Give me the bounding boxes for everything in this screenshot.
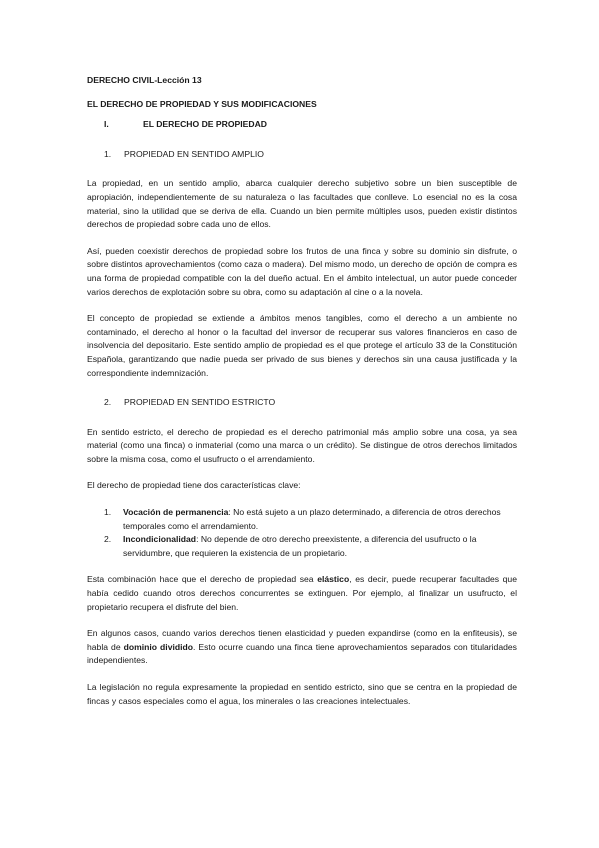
section-number: I.: [104, 119, 109, 130]
list-text: : No está sujeto a un plazo determinado, a diferencia de otros derechos temporales como el arrendamiento.: [123, 507, 501, 531]
subsection-number: 2.: [104, 397, 112, 408]
paragraph-text: En algunos casos, cuando varios derechos tienen elasticidad y pueden expandirse (como en la enfiteusis), se habla de: [87, 628, 517, 652]
subsection-heading-1: [87, 148, 517, 162]
paragraph-1: La propiedad, en un sentido amplio, abarca cualquier derecho subjetivo sobre un bien susceptible de apropiación, independientemente de su naturaleza o las facultades que conlleve. Lo esencial no es la cosa material, sino la utilidad que se deriva de ella. Cuando un bien permite múltiples usos, pueden existir distintos derechos de propiedad sobre cada uno de ellos.: [87, 178, 517, 230]
list-item: [87, 506, 517, 533]
paragraph-6: [87, 573, 517, 614]
paragraph-2: Así, pueden coexistir derechos de propiedad sobre los frutos de una finca y sobre su dominio sin disfrute, o sobre distintos aprovechamientos (como caza o madera). Del mismo modo, un derecho de opción de compra es una forma de propiedad compatible con la del dueño actual. En el ámbito intelectual, un autor puede conceder varios derechos de explotación sobre su obra, como su adaptación al cine o a la novela.: [87, 245, 517, 297]
paragraph-text: . Esto ocurre cuando una finca tiene aprovechamientos separados con titularidades independientes.: [87, 641, 517, 666]
paragraph-5: El derecho de propiedad tiene dos características clave:: [87, 480, 301, 491]
list-item: [87, 533, 517, 560]
subsection-number: 1.: [104, 148, 112, 159]
paragraph-8: La legislación no regula expresamente la propiedad en sentido estricto, sino que se centra en la propiedad de fincas y casos especiales como el agua, los minerales o las creaciones intelectuales.: [87, 682, 517, 706]
list-term: Vocación de permanencia: [123, 507, 229, 518]
document-page: [87, 74, 517, 708]
lesson-heading: EL DERECHO DE PROPIEDAD Y SUS MODIFICACIONES: [87, 98, 317, 109]
list-number: 1.: [104, 507, 112, 518]
paragraph-text: Esta combinación hace que el derecho de propiedad sea: [87, 574, 318, 585]
section-label: EL DERECHO DE PROPIEDAD: [143, 119, 267, 130]
characteristics-list: [87, 506, 517, 560]
subsection-label: PROPIEDAD EN SENTIDO AMPLIO: [124, 148, 264, 159]
subsection-label: PROPIEDAD EN SENTIDO ESTRICTO: [124, 397, 276, 408]
emphasis-term: dominio dividido: [123, 641, 193, 652]
list-term: Incondicionalidad: [123, 534, 197, 545]
paragraph-3: El concepto de propiedad se extiende a ámbitos menos tangibles, como el derecho a un ambiente no contaminado, el derecho al honor o la facultad del inversor de recuperar sus valores financieros en caso de insolvencia del depositario. Este sentido amplio de propiedad es el que protege el artículo 33 de la Constitución Española, garantizando que nadie pueda ser privado de sus bienes y derechos sin una causa justificada y la correspondiente indemnización.: [87, 313, 517, 378]
emphasis-term: elástico: [317, 574, 350, 585]
list-text: : No depende de otro derecho preexistente, a diferencia del usufructo o la servidumbre, que requieren la existencia de un propietario.: [123, 534, 477, 558]
paragraph-4: En sentido estricto, el derecho de propiedad es el derecho patrimonial más amplio sobre una cosa, ya sea material (como una finca) o inmaterial (como una marca o un crédito). Se distingue de otros derechos limitados sobre la misma cosa, como el usufructo o el arrendamiento.: [87, 426, 517, 464]
document-title: DERECHO CIVIL-Lección 13: [87, 75, 202, 85]
section-heading-1: [87, 118, 517, 132]
subsection-heading-2: [87, 396, 517, 410]
list-number: 2.: [104, 534, 112, 545]
paragraph-text: , es decir, puede recuperar facultades que había cedido cuando otros derechos concurrentes se extinguen. Por ejemplo, al finalizar un usufructo, el propietario recupera el disfrute del bien.: [87, 574, 517, 612]
paragraph-7: [87, 627, 517, 668]
